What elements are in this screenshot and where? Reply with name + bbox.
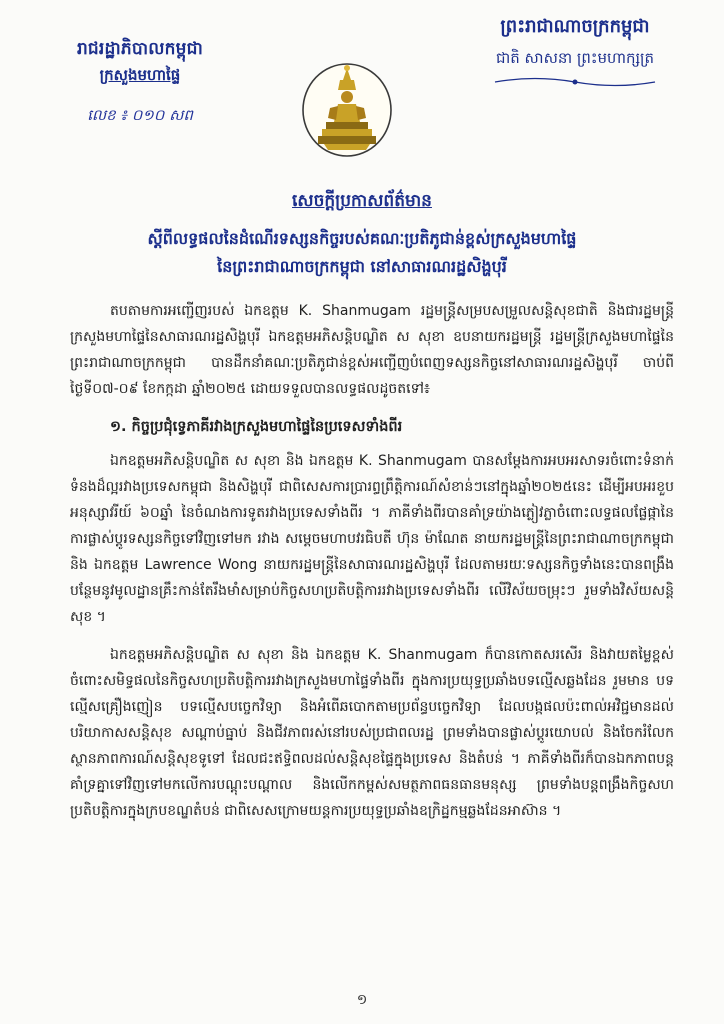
title-block (60, 190, 664, 281)
page-number: ១ (356, 992, 368, 1008)
ministry-name: ក្រសួងមហាផ្ទៃ (99, 66, 181, 84)
body-paragraph-2: ឯកឧត្តមអភិសន្តិបណ្ឌិត ស សុខា និង ឯកឧត្តម K. Shanmugam ក៏បានកោតសរសើរ និងវាយតម្លៃខ្ពស់ចំពោះសមិទ្ធផលនៃកិច្ចសហប្រតិបត្តិការរវាងក្រសួងមហាផ្ទៃទាំងពីរ ក្នុងការប្រយុទ្ធប្រឆាំងបទល្មើសឆ្លងដែន រួមមាន បទល្មើសគ្រឿងញៀន បទល្មើសបច្ចេកវិទ្យា និងអំពើឆបោកតាមប្រព័ន្ធបច្ចេកវិទ្យា ដែលបង្កផលប៉ះពាល់អវិជ្ជមានដល់បរិយាកាសសន្តិសុខ សណ្តាប់ធ្នាប់ និងជីវភាពរស់នៅរបស់ប្រជាពលរដ្ឋ ព្រមទាំងបានផ្លាស់ប្តូរយោបល់ និងចែករំលែកស្ថានភាពការណ៍សន្តិសុខទូទៅ ដែលជះឥទ្ធិពលដល់សន្តិសុខផ្ទៃក្នុងប្រទេស និងតំបន់ ។ ភាគីទាំងពីរក៏បានឯកភាពបន្តគាំទ្រគ្នាទៅវិញទៅមកលើការបណ្តុះបណ្តាល និងលើកកម្ពស់សមត្ថភាពធនធានមនុស្ស ព្រមទាំងបន្តពង្រឹងកិច្ចសហប្រតិបត្តិការក្នុងក្របខណ្ឌតំបន់ ជាពិសេសក្រោមយន្តការប្រយុទ្ធប្រឆាំងឧក្រិដ្ឋកម្មឆ្លងដែនអាស៊ាន ។ (70, 647, 674, 819)
government-name: រាជរដ្ឋាភិបាលកម្ពុជា (76, 39, 204, 59)
subtitle-line-2: នៃព្រះរាជាណាចក្រកម្ពុជា នៅសាធារណរដ្ឋសិង្ហបុរី (217, 257, 507, 276)
header-left (40, 38, 240, 128)
body-paragraph-1: ឯកឧត្តមអភិសន្តិបណ្ឌិត ស សុខា និង ឯកឧត្តម K. Shanmugam បានសម្តែងការអបអរសាទរចំពោះទំនាក់ទំនងដ៏ល្អរវាងប្រទេសកម្ពុជា និងសិង្ហបុរី ជាពិសេសការប្រារព្ធព្រឹត្តិការណ៍សំខាន់ៗនៅក្នុងឆ្នាំ២០២៥នេះ ដើម្បីអបអរខួបអនុស្សាវរីយ៍ ៦០ឆ្នាំ នៃចំណងការទូតរវាងប្រទេសទាំងពីរ ។ ភាគីទាំងពីរបានគាំទ្រយ៉ាងភ្លៀវភ្លាចំពោះលទ្ធផលផ្លែផ្កានៃការផ្លាស់ប្តូរទស្សនកិច្ចទៅវិញទៅមក រវាង សម្តេចមហាបវរធិបតី ហ៊ុន ម៉ាណែត នាយករដ្ឋមន្ត្រីនៃព្រះរាជាណាចក្រកម្ពុជា និង ឯកឧត្តម Lawrence Wong នាយករដ្ឋមន្ត្រីនៃសាធារណរដ្ឋសិង្ហបុរី ដែលតាមរយៈទស្សនកិច្ចទាំងនេះបានពង្រឹងបន្ថែមនូវមូលដ្ឋានគ្រឹះកាន់តែរឹងមាំសម្រាប់កិច្ចសហប្រតិបត្តិការរវាងប្រទេសទាំងពីរ លើវិស័យចម្រុះៗ រួមទាំងវិស័យសន្តិសុខ ។ (70, 453, 674, 625)
section-heading-1: ១. កិច្ចប្រជុំទ្វេភាគីរវាងក្រសួងមហាផ្ទៃនៃប្រទេសទាំងពីរ (110, 419, 403, 435)
flourish-divider-icon (490, 75, 660, 89)
reference-number: លេខ ៖ ០១០ សព (87, 106, 193, 124)
document-subtitle (60, 225, 664, 281)
intro-paragraph: តបតាមការអញ្ជើញរបស់ ឯកឧត្តម K. Shanmugam រដ្ឋមន្ត្រីសម្របសម្រួលសន្តិសុខជាតិ និងជារដ្ឋមន្ត្រីក្រសួងមហាផ្ទៃនៃសាធារណរដ្ឋសិង្ហបុរី ឯកឧត្តមអភិសន្តិបណ្ឌិត ស សុខា ឧបនាយករដ្ឋមន្ត្រី រដ្ឋមន្ត្រីក្រសួងមហាផ្ទៃនៃព្រះរាជាណាចក្រកម្ពុជា បានដឹកនាំគណៈប្រតិភូជាន់ខ្ពស់អញ្ជើញបំពេញទស្សនកិច្ចនៅសាធារណរដ្ឋសិង្ហបុរី ចាប់ពីថ្ងៃទី០៧-០៩ ខែកក្កដា ឆ្នាំ២០២៥ ដោយទទួលបានលទ្ធផលដូចតទៅ៖ (70, 303, 674, 397)
document-body (70, 298, 674, 836)
document-title: សេចក្តីប្រកាសព័ត៌មាន (292, 191, 432, 211)
royal-emblem-icon (300, 60, 394, 158)
header-right (460, 14, 690, 93)
kingdom-name: ព្រះរាជាណាចក្រកម្ពុជា (500, 16, 650, 37)
national-motto: ជាតិ សាសនា ព្រះមហាក្សត្រ (495, 49, 655, 67)
subtitle-line-1: ស្តីពីលទ្ធផលនៃដំណើរទស្សនកិច្ចរបស់គណៈប្រតិភូជាន់ខ្ពស់ក្រសួងមហាផ្ទៃ (147, 229, 577, 248)
